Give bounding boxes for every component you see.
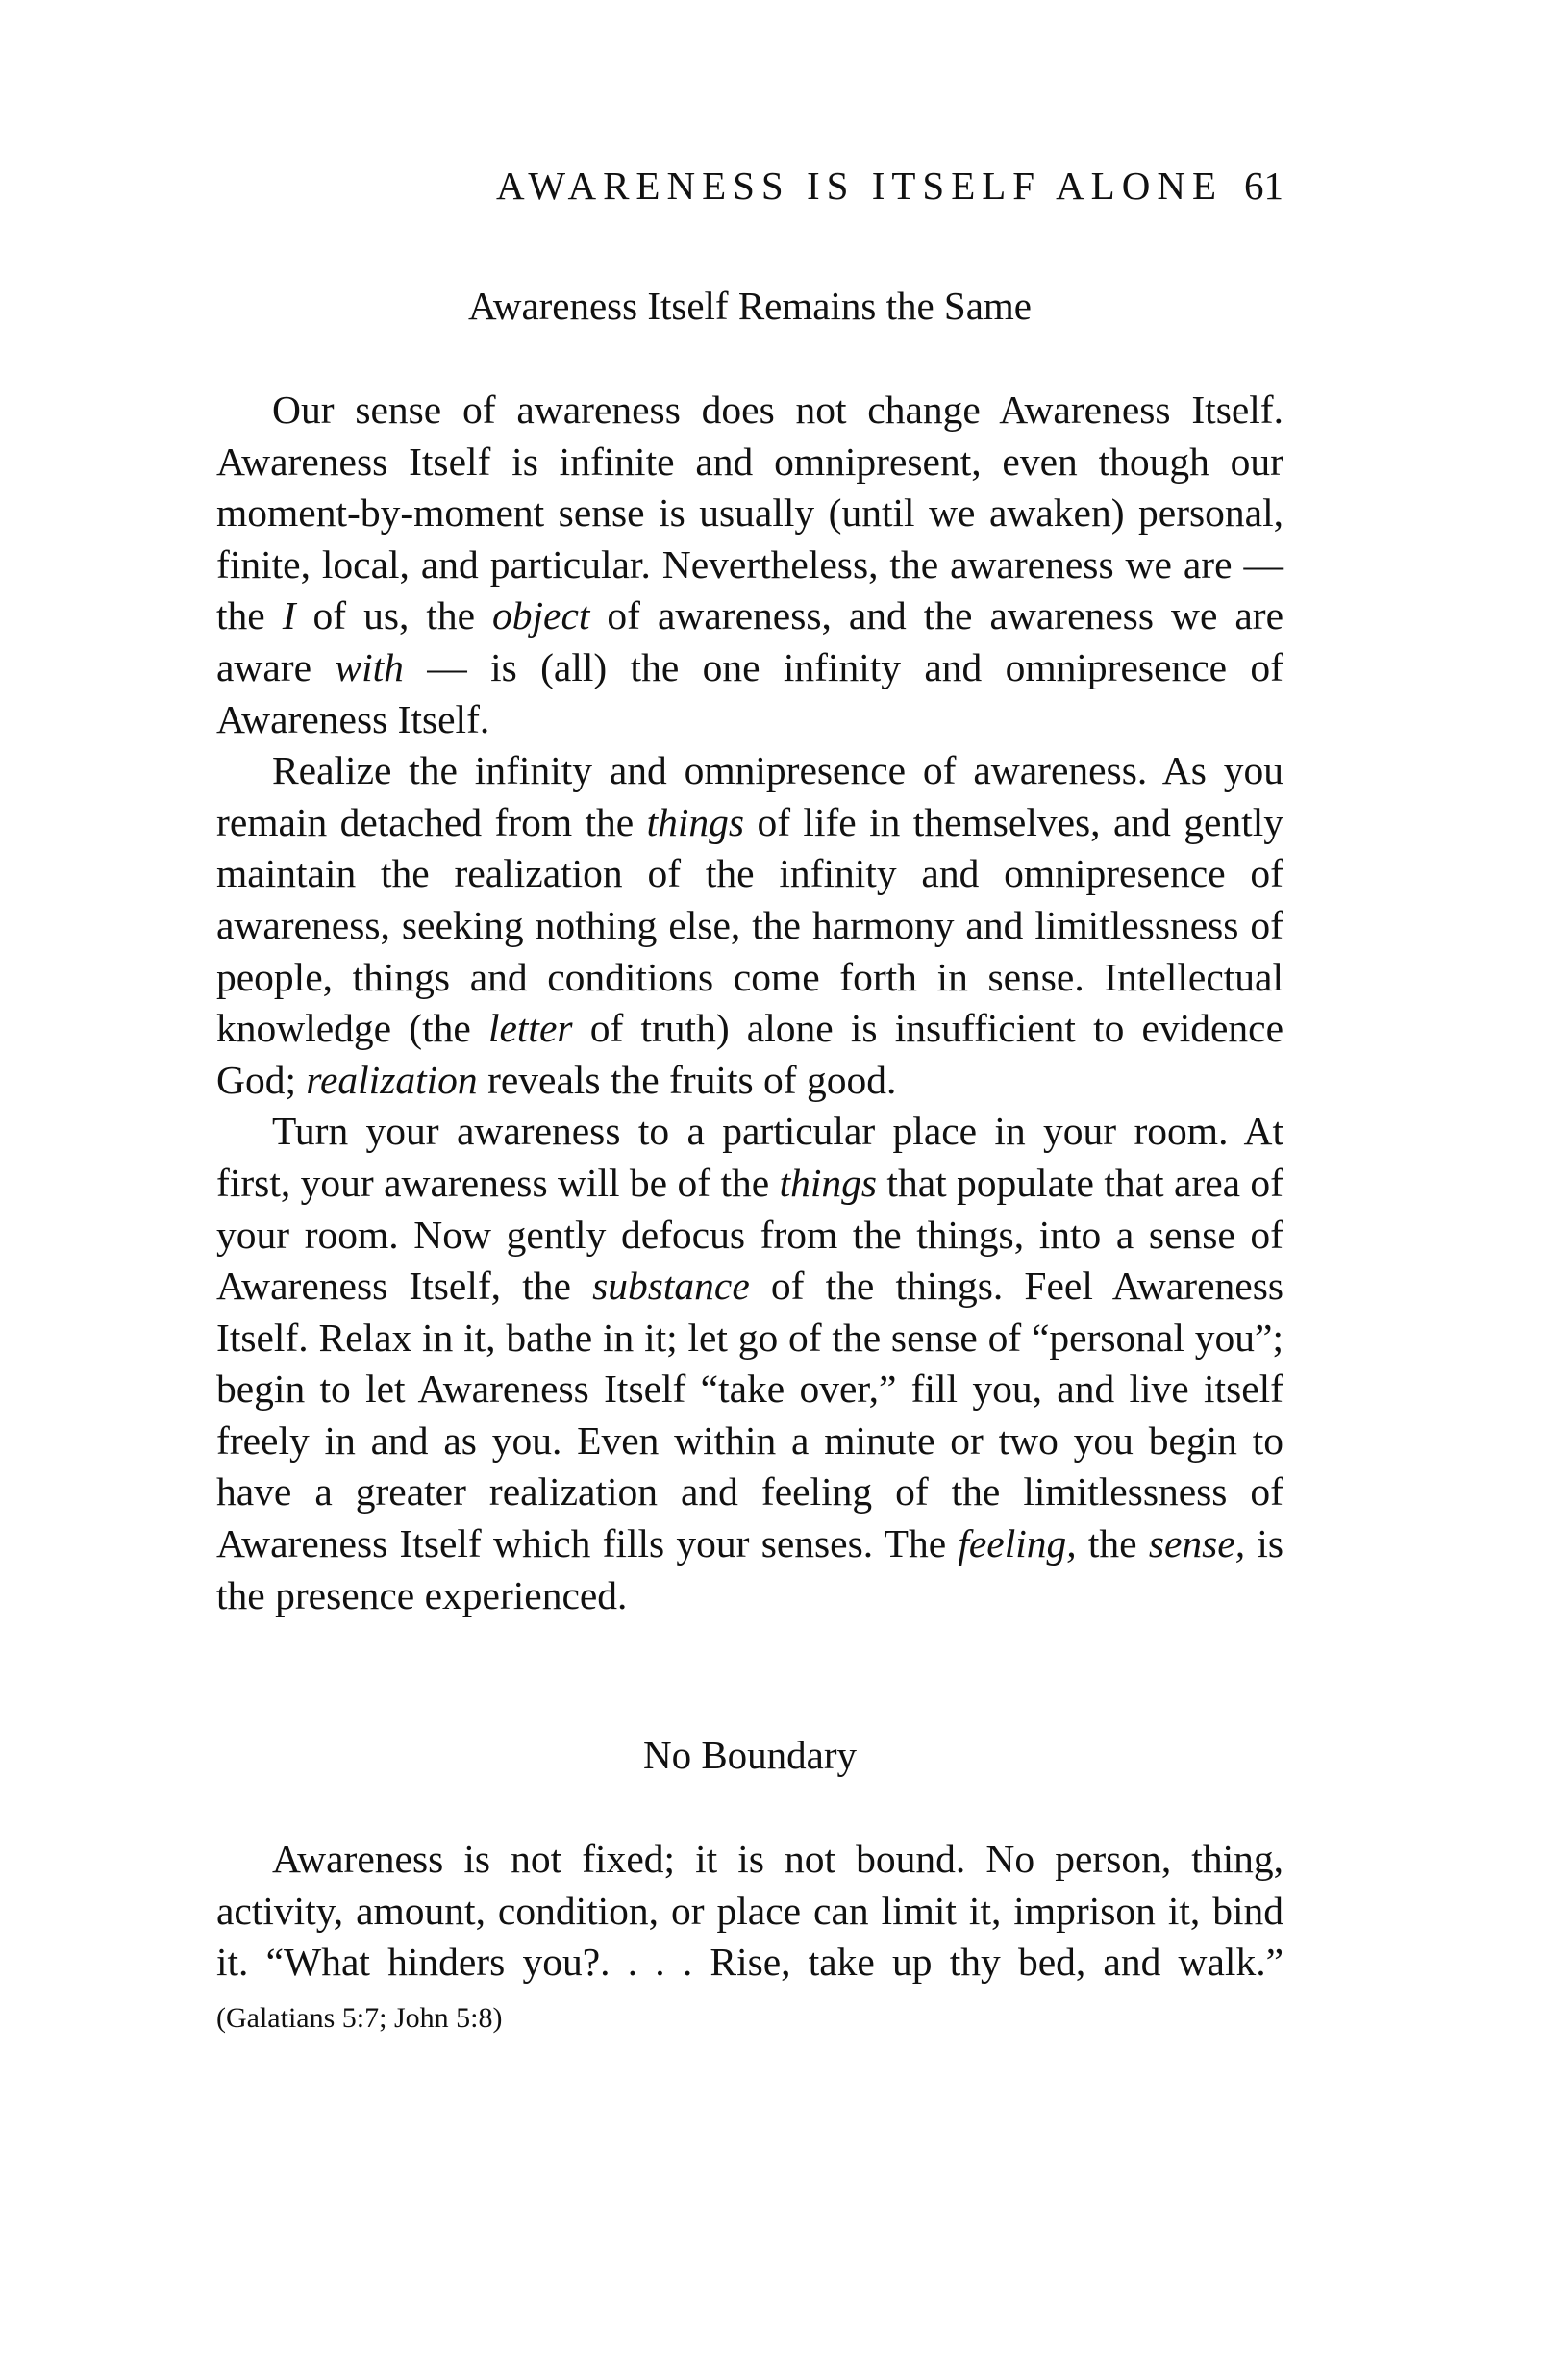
section-heading: Awareness Itself Remains the Same [467, 284, 1032, 328]
paragraph: Realize the infinity and omnipresence of awareness. As you remain detached from the things of life in themselves, and gently maintain the realization of the infinity and omnipresence of awareness, seeking nothing else, the harmony and limitlessness of people, things and conditions come forth in sense. Intellectual knowledge (the letter of truth) alone is insufficient to evidence God; realization reveals the fruits of good. [216, 748, 1284, 1102]
paragraph: Turn your awareness to a particular place in your room. At first, your awareness will be of the things that populate that area of your room. Now gently defocus from the things, into a sense of Awareness Itself, the substance of the things. Feel Awareness Itself. Relax in it, bathe in it; let go of the sense of “personal you”; begin to let Awareness Itself “take over,” fill you, and live itself freely in and as you. Even within a minute or two you begin to have a greater realization and feeling of the limitlessness of Awareness Itself which fills your senses. The feeling, the sense, is the presence experienced. [216, 1109, 1284, 1617]
paragraph: Awareness is not fixed; it is not bound. No person, thing, activity, amount, condition, or place can limit it, imprison it, bind it. “What hinders you?. . . . Rise, take up thy bed, and walk.” (Galatians 5:7; John 5:8) [216, 1837, 1283, 2034]
page-number: 61 [1244, 163, 1283, 208]
section-body [216, 385, 1283, 1621]
section-body [216, 1834, 1283, 2043]
running-head [216, 159, 1283, 213]
scripture-citation: (Galatians 5:7; John 5:8) [216, 2001, 503, 2034]
paragraph: Our sense of awareness does not change Awareness Itself. Awareness Itself is infinite and omnipresent, even though our moment-by-moment sense is usually (until we awaken) personal, finite, local, and particular. Nevertheless, the awareness we are — the I of us, the object of awareness, and the awareness we are aware with — is (all) the one infinity and omnipresence of Awareness Itself. [216, 388, 1284, 741]
section-heading: No Boundary [642, 1733, 858, 1777]
running-title: AWARENESS IS ITSELF ALONE [496, 163, 1223, 208]
